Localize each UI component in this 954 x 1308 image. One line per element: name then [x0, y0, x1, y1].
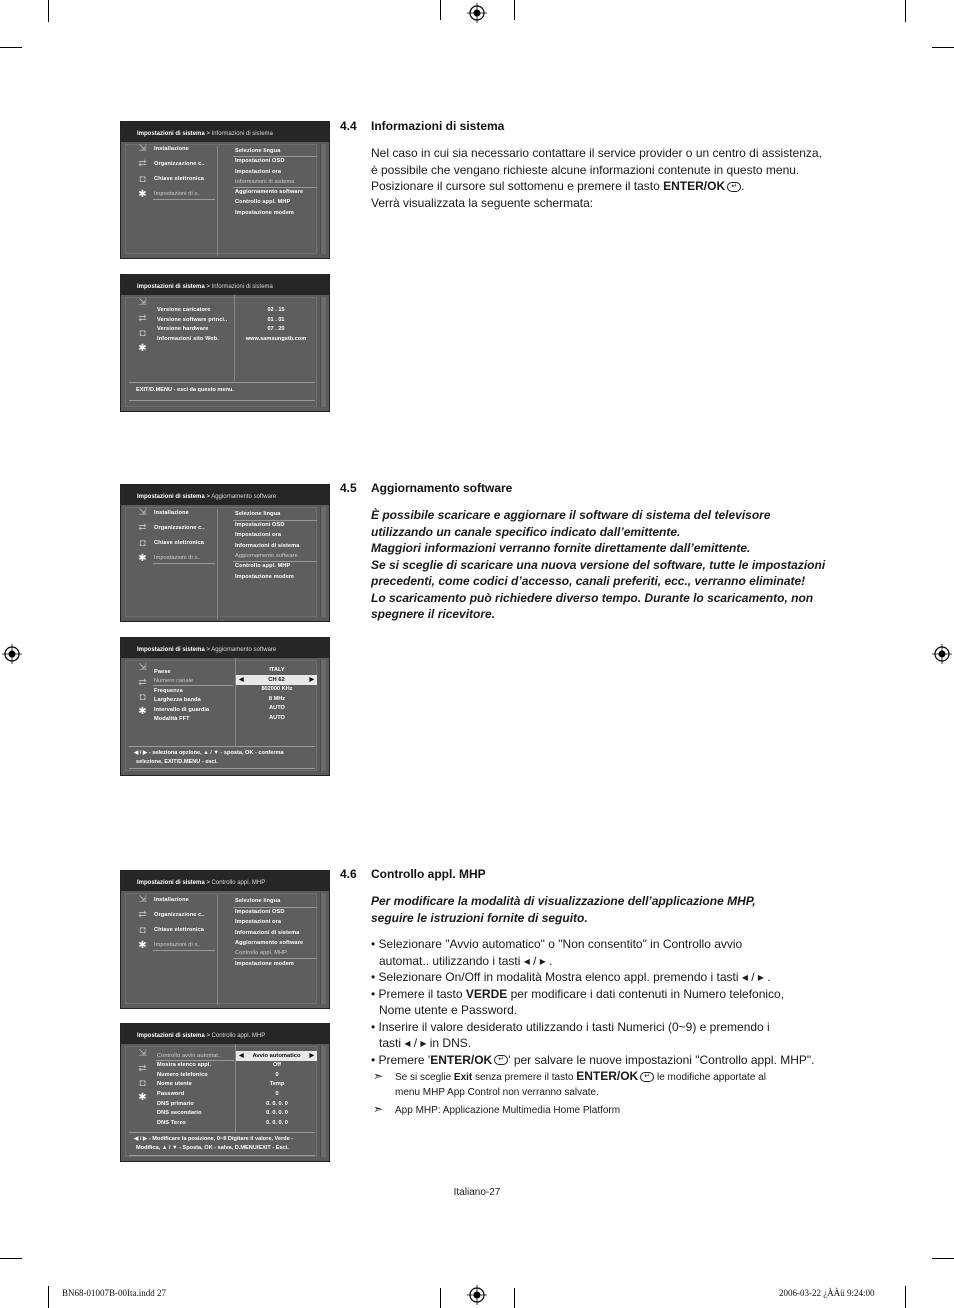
submenu-item-mhp[interactable]: Controllo appl. MHP [235, 199, 291, 205]
sw-channel-selector[interactable] [236, 675, 317, 685]
key-name: ENTER/OK [663, 179, 726, 193]
text-run: Se si sceglie [395, 1072, 454, 1083]
bullet-line [371, 1052, 851, 1069]
crop-mark [905, 1286, 906, 1308]
section-4-5-body [371, 507, 841, 623]
mhp-label-utente: Nome utente [157, 1081, 192, 1087]
submenu-underline [233, 958, 317, 959]
osd-divider [217, 146, 218, 256]
sw-label-guardia: Intervallo di guardia [154, 707, 210, 713]
paragraph-line: Lo scaricamento può richiedere diverso tempo. Durante lo scaricamento, non [371, 590, 814, 605]
submenu-item-ora[interactable]: Impostazioni ora [235, 919, 282, 925]
submenu-item-software[interactable]: Aggiornamento software [235, 940, 304, 946]
submenu-item-info[interactable]: Informazioni di sistema [235, 543, 300, 549]
osd-crumb-current: Aggiornamento software [211, 494, 277, 500]
mhp-value-password: 0 [275, 1091, 279, 1097]
bullet-line [371, 986, 851, 1003]
channels-icon: ⇄ [138, 313, 147, 324]
lock-icon: ◘ [139, 692, 146, 703]
mhp-label-dns3: DNS Terzo [157, 1120, 186, 1126]
paragraph-line: Verrà visualizzata la seguente schermata: [371, 195, 594, 210]
text-run: . [741, 179, 745, 193]
crop-mark [440, 1288, 441, 1308]
osd-menu-mhp [120, 870, 330, 1009]
osd-header [121, 871, 329, 891]
osd-footer-divider [129, 746, 315, 747]
menu-item-installazione[interactable]: Installazione [154, 510, 189, 516]
key-name: ENTER/OK [430, 1052, 493, 1067]
lock-icon: ◘ [139, 538, 146, 549]
osd-crumb-sep: > [204, 880, 212, 886]
menu-item-organizzazione[interactable]: Organizzazione c.. [154, 161, 205, 167]
registration-mark-icon [2, 644, 22, 664]
submenu-item-mhp[interactable]: Controllo appl. MHP [235, 563, 291, 569]
channels-icon: ⇄ [138, 522, 147, 533]
gear-icon: ✱ [138, 706, 147, 717]
submenu-item-lingua[interactable]: Selezione lingua [235, 898, 281, 904]
menu-selection-underline [153, 950, 215, 951]
osd-footer-divider [129, 1132, 315, 1133]
footer-filename: BN68-01007B-00Ita.indd 27 [62, 1288, 166, 1298]
key-name: VERDE [465, 986, 508, 1001]
crop-mark [0, 47, 22, 48]
sw-value-guardia: AUTO [269, 705, 285, 711]
osd-panel [125, 507, 317, 617]
sw-label-fft: Modalità FFT [154, 716, 190, 722]
sw-selection-underline [153, 685, 233, 686]
key-name: ENTER/OK [576, 1069, 639, 1083]
crop-mark [48, 0, 49, 22]
mhp-label-telefono: Numero telefonico [157, 1072, 208, 1078]
submenu-underline [233, 907, 317, 908]
mhp-label-dns2: DNS secondario [157, 1110, 202, 1116]
arrow-left-icon[interactable]: ◀ [239, 1053, 244, 1059]
note-mhp [373, 1102, 620, 1118]
osd-crumb-current: Controllo appl. MHP [211, 1033, 266, 1039]
paragraph-line: Nel caso in cui sia necessario contattare il service provider o un centro di assistenza, [371, 146, 822, 160]
antenna-icon: ⇲ [138, 507, 147, 518]
mhp-value-telefono: 0 [275, 1072, 279, 1078]
submenu-item-modem[interactable]: Impostazione modem [235, 574, 294, 580]
sw-label-banda: Larghezza banda [154, 697, 201, 703]
bullet-line: • Selezionare On/Off in modalità Mostra elenco appl. premendo i tasti ◂ / ▸ . [371, 970, 771, 984]
osd-footer-help-1: ◀ / ▶ - seleziona opzione, ▲ / ▼ - sposta, OK - conferma [134, 750, 284, 756]
sw-value-paese: ITALY [269, 667, 285, 673]
osd-crumb-sep: > [204, 647, 212, 653]
paragraph-line: Maggiori informazioni verranno fornite direttamente dall’emittente. [371, 541, 751, 555]
menu-item-chiave[interactable]: Chiave elettronica [154, 176, 204, 182]
osd-divider [217, 895, 218, 1005]
mhp-label-dns1: DNS primario [157, 1101, 194, 1107]
gear-icon: ✱ [138, 553, 147, 564]
submenu-item-lingua[interactable]: Selezione lingua [235, 148, 281, 154]
antenna-icon: ⇲ [138, 662, 147, 673]
channels-icon: ⇄ [138, 909, 147, 920]
submenu-item-osd[interactable]: Impostazioni OSD [235, 158, 285, 164]
antenna-icon: ⇲ [138, 894, 147, 905]
osd-header [121, 122, 329, 142]
submenu-item-info[interactable]: Informazioni di sistema [235, 179, 295, 185]
osd-crumb-current: Informazioni di sistema [211, 284, 273, 290]
gear-icon: ✱ [138, 1092, 147, 1103]
section-number: 4.4 [340, 119, 357, 133]
osd-header [121, 638, 329, 658]
mhp-selection-underline [156, 1060, 234, 1061]
submenu-underline [233, 156, 317, 157]
section-heading: Controllo appl. MHP [371, 867, 486, 881]
sw-value-banda: 8 MHz [268, 696, 286, 702]
osd-menu-software [120, 484, 330, 622]
page-number: Italiano-27 [453, 1187, 501, 1198]
note-arrow-icon: ➣ [373, 1069, 384, 1083]
submenu-item-ora[interactable]: Impostazioni ora [235, 169, 282, 175]
section-heading: Informazioni di sistema [371, 119, 505, 133]
info-label-hardware: Versione hardware [157, 326, 209, 332]
osd-scrollbar [320, 507, 326, 617]
enter-key-icon: ↵ [640, 1072, 654, 1082]
menu-item-organizzazione[interactable]: Organizzazione c.. [154, 525, 205, 531]
lock-icon: ◘ [139, 174, 146, 185]
submenu-item-software[interactable]: Aggiornamento software [235, 189, 304, 195]
submenu-item-modem[interactable]: Impostazione modem [235, 961, 294, 967]
osd-header [121, 485, 329, 505]
section-title-4-4 [340, 119, 504, 133]
paragraph-line: Per modificare la modalità di visualizzazione dell’applicazione MHP, [371, 894, 756, 908]
text-run: • Premere ' [371, 1052, 431, 1067]
arrow-left-icon[interactable]: ◀ [239, 677, 244, 683]
osd-scrollbar [320, 144, 326, 254]
info-label-software: Versione software princi.. [157, 317, 228, 323]
mhp-value-utente: Temp [269, 1081, 285, 1087]
key-name: Exit [453, 1072, 473, 1083]
bullet-line: automat.. utilizzando i tasti ◂ / ▸ . [379, 953, 553, 968]
text-run: Posizionare il cursore sul sottomenu e premere il tasto [371, 179, 664, 193]
sw-label-paese: Paese [154, 669, 171, 675]
osd-crumb-sep: > [204, 494, 212, 500]
gear-icon: ✱ [138, 343, 147, 354]
note-arrow-icon: ➣ [373, 1102, 384, 1116]
submenu-underline [233, 520, 317, 521]
mhp-value-dns2: 0. 0. 0. 0 [266, 1110, 288, 1116]
menu-selection-underline [153, 199, 215, 200]
footer-timestamp: 2006-03-22 ¿ÀÀü 9:24:00 [779, 1288, 875, 1298]
section-4-4-body [371, 145, 841, 211]
menu-item-impostazioni[interactable]: Impostazioni di s.. [154, 942, 201, 948]
osd-mhp-control [120, 1023, 330, 1162]
submenu-item-osd[interactable]: Impostazioni OSD [235, 909, 285, 915]
osd-footer-divider [129, 768, 315, 769]
sw-value-canale: CH 62 [268, 677, 285, 683]
info-value-hardware: 07 . 20 [267, 326, 285, 332]
osd-footer-divider [129, 1155, 315, 1156]
menu-item-installazione[interactable]: Installazione [154, 897, 189, 903]
submenu-item-lingua[interactable]: Selezione lingua [235, 511, 281, 517]
osd-header [121, 275, 329, 295]
bullet-line: tasti ◂ / ▸ in DNS. [379, 1036, 472, 1050]
crop-mark [932, 1258, 954, 1259]
osd-crumb-root: Impostazioni di sistema [137, 284, 205, 290]
info-value-loader: 02 . 15 [267, 307, 285, 313]
text-run: le modifiche apportate al [654, 1072, 766, 1083]
registration-mark-icon [932, 644, 952, 664]
osd-crumb-root: Impostazioni di sistema [137, 494, 205, 500]
submenu-underline [233, 187, 317, 188]
arrow-right-icon[interactable]: ▶ [309, 677, 314, 683]
paragraph-line: seguire le istruzioni fornite di seguito. [371, 910, 588, 925]
submenu-item-osd[interactable]: Impostazioni OSD [235, 522, 285, 528]
registration-mark-icon [467, 1285, 487, 1305]
section-title-4-6 [340, 867, 486, 881]
menu-item-impostazioni[interactable]: Impostazioni di s.. [154, 191, 201, 197]
osd-software-update [120, 637, 330, 776]
osd-footer-help-2: Modifica, ▲ / ▼ - Sposta, OK - salva, D.MENU/EXIT - Esci. [136, 1145, 289, 1151]
sw-label-canale[interactable]: Numero canale [154, 678, 194, 684]
menu-item-chiave[interactable]: Chiave elettronica [154, 540, 204, 546]
osd-scrollbar [320, 660, 326, 771]
lock-icon: ◘ [139, 1078, 146, 1089]
crop-mark [0, 1258, 22, 1259]
channels-icon: ⇄ [138, 158, 147, 169]
osd-scrollbar [320, 297, 326, 407]
osd-crumb-root: Impostazioni di sistema [137, 880, 205, 886]
crop-mark [514, 1288, 515, 1308]
submenu-item-info[interactable]: Informazioni di sistema [235, 930, 300, 936]
paragraph-line: è possibile che vengano richieste alcune informazioni contenute in questo menu. [371, 162, 800, 177]
text-run: App MHP: Applicazione Multimedia Home Platform [395, 1105, 621, 1116]
paragraph-line: precedenti, come codici d’accesso, canali preferiti, ecc., verranno eliminate! [371, 574, 806, 588]
enter-key-icon: ↵ [727, 182, 741, 192]
paragraph-line [371, 178, 841, 195]
osd-footer-help-1: ◀ / ▶ - Modificare la posizione, 0~9 Digitare il valore, Verde - [134, 1136, 294, 1142]
gear-icon: ✱ [138, 940, 147, 951]
mhp-value-elenco: Off [272, 1062, 282, 1068]
crop-mark [440, 0, 441, 20]
osd-crumb-root: Impostazioni di sistema [137, 1033, 205, 1039]
antenna-icon: ⇲ [138, 1048, 147, 1059]
sw-value-frequenza: 802000 KHz [261, 686, 293, 692]
note-exit [373, 1069, 766, 1100]
section-4-6-intro [371, 893, 841, 926]
osd-scrollbar [320, 893, 326, 1004]
submenu-item-ora[interactable]: Impostazioni ora [235, 532, 282, 538]
text-run: • Premere il tasto [371, 986, 466, 1001]
mhp-autostart-selector[interactable] [236, 1051, 317, 1061]
submenu-item-modem[interactable]: Impostazione modem [235, 210, 294, 216]
text-run: senza premere il tasto [472, 1072, 577, 1083]
menu-selection-underline [153, 563, 215, 564]
osd-crumb-root: Impostazioni di sistema [137, 131, 205, 137]
osd-footer-help-2: selezione, EXIT/D.MENU - esci. [136, 759, 218, 765]
osd-footer-divider [129, 400, 315, 401]
osd-scrollbar [320, 1046, 326, 1157]
sw-value-fft: AUTO [269, 715, 285, 721]
osd-crumb-sep: > [204, 284, 212, 290]
section-number: 4.5 [340, 481, 357, 495]
osd-crumb-root: Impostazioni di sistema [137, 647, 205, 653]
sw-label-frequenza: Frequenza [154, 688, 183, 694]
osd-crumb-sep: > [204, 131, 212, 137]
text-run: ' per salvare le nuove impostazioni "Controllo appl. MHP". [508, 1052, 815, 1067]
osd-panel [125, 893, 317, 1004]
osd-crumb-current: Aggiornamento software [211, 647, 277, 653]
section-number: 4.6 [340, 867, 357, 881]
mhp-label-elenco: Mostra elenco appl. [157, 1062, 212, 1068]
submenu-item-mhp[interactable]: Controllo appl. MHP [235, 950, 287, 956]
bullet-line: • Selezionare "Avvio automatico" o "Non consentito" in Controllo avvio [371, 937, 743, 951]
crop-mark [932, 47, 954, 48]
osd-footer-help: EXIT/D.MENU - esci da questo menu. [136, 387, 234, 393]
mhp-value-avvio: Avvio automatico [252, 1053, 301, 1059]
osd-crumb-sep: > [204, 1033, 212, 1039]
menu-item-impostazioni[interactable]: Impostazioni di s.. [154, 555, 201, 561]
mhp-value-dns3: 0. 0. 0. 0 [266, 1120, 288, 1126]
antenna-icon: ⇲ [138, 297, 147, 308]
info-label-website: Informazioni sito Web. [157, 336, 219, 342]
paragraph-line: Se si sceglie di scaricare una nuova versione del software, tutte le impostazioni [371, 557, 826, 572]
menu-item-installazione[interactable]: Installazione [154, 146, 189, 152]
mhp-value-dns1: 0. 0. 0. 0 [266, 1101, 288, 1107]
channels-icon: ⇄ [138, 1063, 147, 1074]
arrow-right-icon[interactable]: ▶ [309, 1053, 314, 1059]
osd-crumb-current: Informazioni di sistema [211, 131, 273, 137]
submenu-underline [233, 561, 317, 562]
paragraph-line: È possibile scaricare e aggiornare il software di sistema del televisore [371, 508, 771, 522]
paragraph-line: utilizzando un canale specifico indicato dall’emittente. [371, 524, 681, 539]
menu-item-organizzazione[interactable]: Organizzazione c.. [154, 912, 205, 918]
text-run: per modificare i dati contenuti in Numero telefonico, [507, 986, 785, 1001]
lock-icon: ◘ [139, 328, 146, 339]
crop-mark [514, 0, 515, 20]
info-label-loader: Versione caricatore [157, 307, 211, 313]
osd-header [121, 1024, 329, 1044]
registration-mark-icon [467, 3, 487, 23]
crop-mark [48, 1286, 49, 1308]
gear-icon: ✱ [138, 189, 147, 200]
paragraph-line: spegnere il ricevitore. [371, 607, 496, 621]
section-title-4-5 [340, 481, 512, 495]
note-line: menu MHP App Control non verranno salvate. [395, 1087, 599, 1098]
section-4-6-bullets [371, 936, 851, 1068]
submenu-item-software[interactable]: Aggiornamento software [235, 553, 298, 559]
menu-item-chiave[interactable]: Chiave elettronica [154, 927, 204, 933]
enter-key-icon: ↵ [494, 1055, 508, 1065]
bullet-line: Nome utente e Password. [379, 1003, 518, 1017]
section-heading: Aggiornamento software [371, 481, 513, 495]
osd-system-info [120, 274, 330, 412]
info-value-software: 01 . 01 [267, 317, 285, 323]
channels-icon: ⇄ [138, 677, 147, 688]
osd-crumb-current: Controllo appl. MHP [211, 880, 266, 886]
lock-icon: ◘ [139, 925, 146, 936]
crop-mark [905, 0, 906, 22]
bullet-line: • Inserire il valore desiderato utilizzando i tasti Numerici (0~9) e premendo i [371, 1019, 770, 1034]
mhp-label-password: Password [157, 1091, 185, 1097]
osd-divider [217, 509, 218, 619]
osd-menu-info [120, 121, 330, 259]
osd-footer-divider [129, 382, 315, 383]
antenna-icon: ⇲ [138, 143, 147, 154]
info-value-website: www.samsungstb.com [245, 336, 307, 342]
mhp-label-avvio[interactable]: Controllo avvio automat.. [157, 1053, 222, 1059]
